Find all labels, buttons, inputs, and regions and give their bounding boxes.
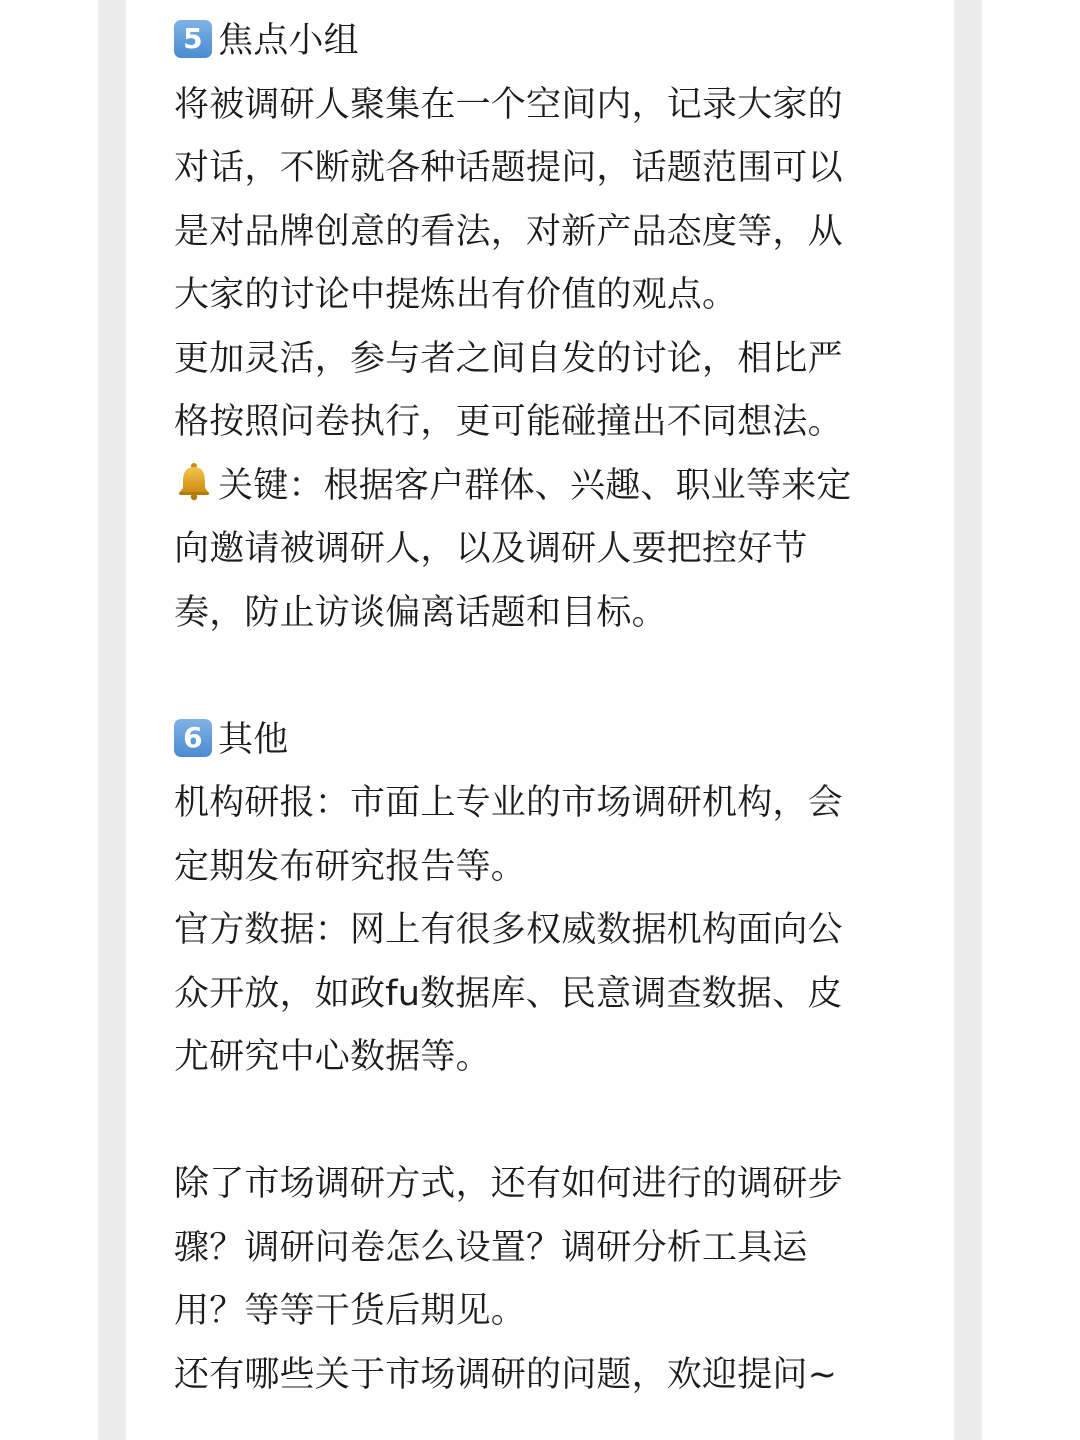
- paragraph-line: 尤研究中心数据等。: [174, 1037, 491, 1077]
- key-point-line: [174, 455, 914, 519]
- keycap-number-icon: 6: [174, 719, 212, 757]
- section-spacer: [174, 645, 914, 709]
- key-point-text: 关键：根据客户群体、兴趣、职业等来定: [218, 465, 852, 506]
- paragraph-line: 众开放，如政fu数据库、民意调查数据、皮: [174, 973, 843, 1014]
- keycap-number-icon: 5: [174, 20, 212, 58]
- bell-icon: [174, 459, 214, 523]
- closing-line: 除了市场调研方式，还有如何进行的调研步: [174, 1164, 843, 1204]
- closing-line: 还有哪些关于市场调研的问题，欢迎提问~: [174, 1354, 838, 1395]
- paragraph-line: 大家的讨论中提炼出有价值的观点。: [174, 275, 738, 315]
- paragraph-line: 向邀请被调研人，以及调研人要把控好节: [174, 529, 808, 569]
- paragraph-line: 格按照问卷执行，更可能碰撞出不同想法。: [174, 402, 843, 442]
- section-spacer: [174, 1090, 914, 1154]
- left-margin-strip: [98, 0, 126, 1440]
- closing-line: 骤？调研问卷怎么设置？调研分析工具运: [174, 1227, 808, 1268]
- paragraph-line: 官方数据：网上有很多权威数据机构面向公: [174, 910, 843, 950]
- closing-line: 用？等等干货后期见。: [174, 1291, 527, 1331]
- right-margin-strip: [954, 0, 982, 1440]
- paragraph-line: 机构研报：市面上专业的市场调研机构，会: [174, 783, 843, 823]
- paragraph-line: 是对品牌创意的看法，对新产品态度等，从: [174, 211, 843, 252]
- paragraph-line: 奏，防止访谈偏离话题和目标。: [174, 592, 667, 633]
- section-title: 其他: [218, 719, 289, 760]
- paragraph-line: 对话，不断就各种话题提问，话题范围可以: [174, 148, 843, 188]
- section-title: 焦点小组: [218, 21, 359, 61]
- section-heading-5: [174, 10, 914, 74]
- paragraph-line: 更加灵活，参与者之间自发的讨论，相比严: [174, 338, 843, 379]
- paragraph-line: 将被调研人聚集在一个空间内，记录大家的: [174, 84, 843, 125]
- section-heading-6: [174, 709, 914, 773]
- article-body: [174, 10, 914, 1407]
- paragraph-line: 定期发布研究报告等。: [174, 846, 527, 887]
